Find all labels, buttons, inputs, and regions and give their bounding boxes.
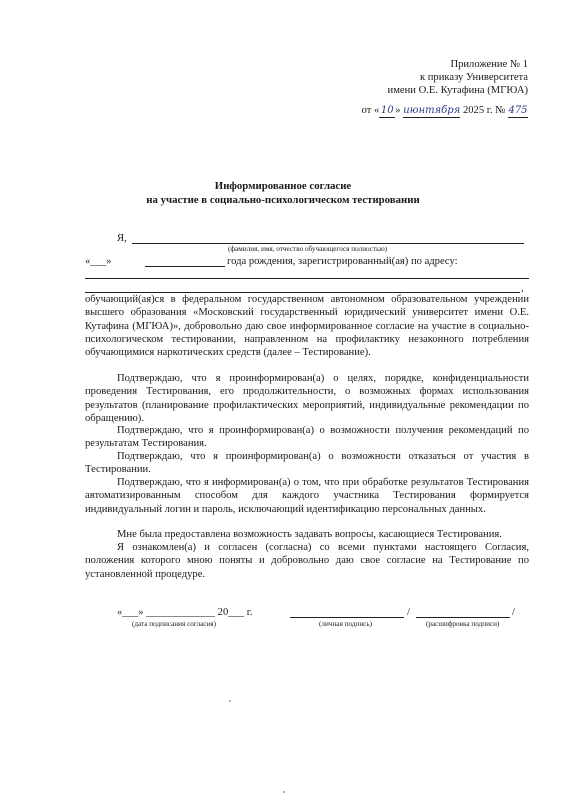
scan-speck [283, 791, 285, 793]
birth-day-field[interactable]: «___» [85, 256, 112, 267]
paragraph-1: обучающий(ая)ся в федеральном государственном автономном образовательном учреждении высшего образования «Московский государственный юридический университет имени О.Е. Кутафина (МГЮА)», добровольно даю свое информированное согласие на участие в социально-психологическом тестировании, направленном на профилактику незаконного потребления обучающимися наркотических средств (далее – Тестирование). [85, 294, 529, 359]
date-month-handwritten: июнтября [403, 105, 461, 116]
birth-year-field[interactable] [145, 266, 225, 267]
date-prefix: от « [361, 105, 380, 116]
fio-field[interactable] [132, 243, 524, 244]
fio-caption: (фамилия, имя, отчество обучающегося полностью) [228, 245, 388, 253]
signature-date-field[interactable]: «___» _____________ 20___ г. [117, 607, 253, 618]
document-title: Информированное согласие [214, 180, 352, 192]
date-year: 2025 г. № [462, 105, 506, 116]
paragraph-2: Подтверждаю, что я проинформирован(а) о целях, порядке, конфиденциальности проведения Тестирования, его продолжительности, о возможных формах использования результатов (планирование профилактических мероприятий, индивидуальные рекомендации по обращению). [85, 373, 529, 424]
header-line-1: Приложение № 1 [450, 59, 528, 70]
signature-end-slash: / [512, 607, 515, 618]
signature-field[interactable] [290, 617, 404, 618]
paragraph-5: Подтверждаю, что я информирован(а) о том, что при обработке результатов Тестирования автоматизированным способом для каждого участника Тестирования формируется индивидуальный логин и пароль, исключающий идентификацию персональных данных. [85, 477, 529, 515]
order-date-line [362, 104, 528, 118]
signature-caption: (личная подпись) [319, 620, 373, 628]
signature-decode-field[interactable] [416, 617, 510, 618]
signature-slash: / [407, 607, 410, 618]
ya-label: Я, [117, 233, 127, 244]
paragraph-3: Подтверждаю, что я проинформирован(а) о возможности получения рекомендаций по результатам Тестирования. [85, 425, 529, 450]
address-comma: , [521, 283, 524, 294]
header-line-2: к приказу Университета [419, 72, 528, 83]
scan-speck [229, 700, 231, 702]
header-line-3: имени О.Е. Кутафина (МГЮА) [387, 85, 528, 96]
address-field-1[interactable] [85, 278, 529, 279]
date-caption: (дата подписания согласия) [132, 620, 216, 628]
paragraph-6: Мне была предоставлена возможность задавать вопросы, касающиеся Тестирования. [117, 529, 502, 540]
date-mid: » [395, 105, 401, 116]
document-subtitle: на участие в социально-психологическом тестировании [146, 194, 420, 206]
date-day-handwritten: 10 [380, 105, 394, 116]
birth-text: года рождения, зарегистрированный(ая) по адресу: [227, 256, 458, 267]
order-number-handwritten: 475 [508, 105, 528, 116]
paragraph-7: Я ознакомлен(а) и согласен (согласна) со всеми пунктами настоящего Согласия, положения которого мною поняты и добровольно даю свое согласие на Тестирование по установленной процедуре. [85, 542, 529, 580]
decode-caption: (расшифровка подписи) [426, 620, 500, 628]
paragraph-4: Подтверждаю, что я проинформирован(а) о возможности отказаться от участия в Тестировании. [85, 451, 529, 476]
